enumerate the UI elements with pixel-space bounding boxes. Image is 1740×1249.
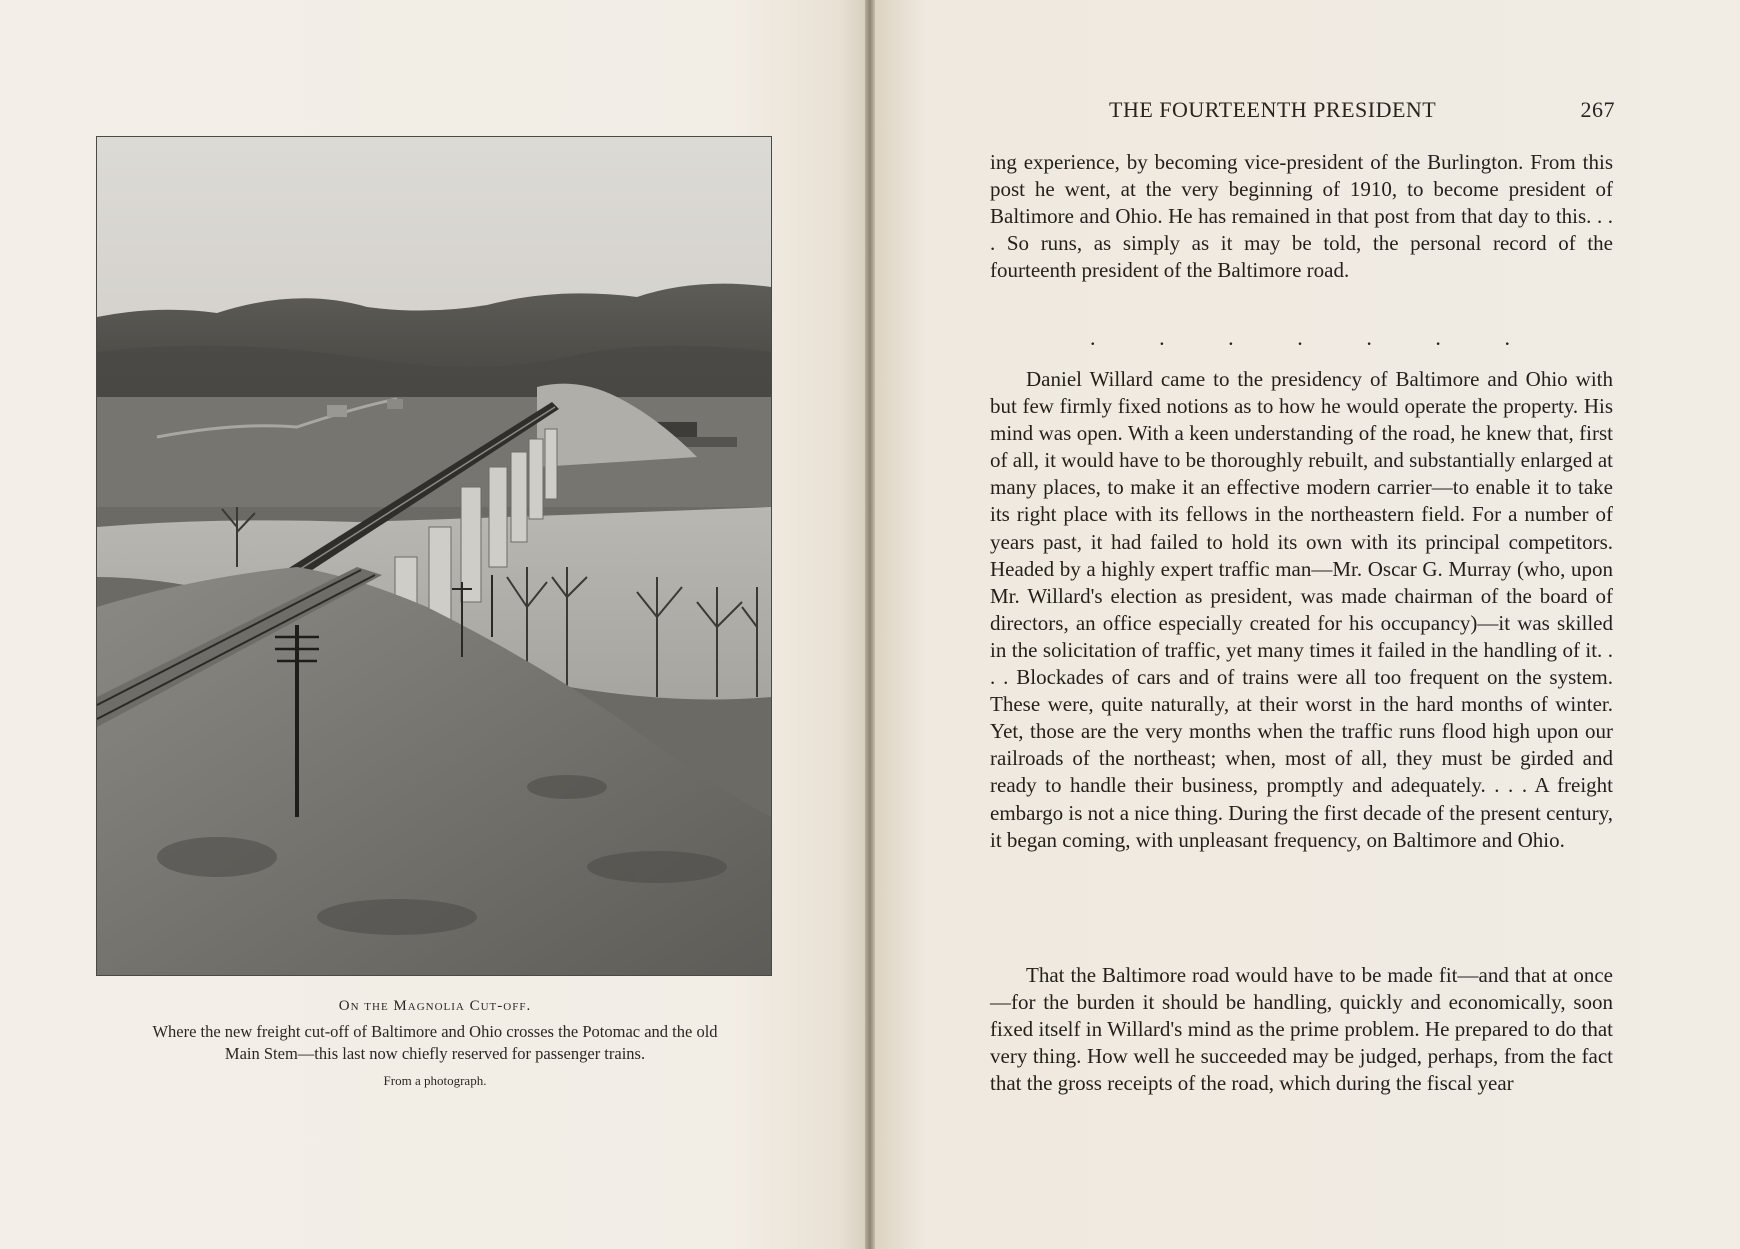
left-page xyxy=(0,0,865,1249)
section-break-dot: . xyxy=(1228,325,1234,350)
body-paragraph-3: That the Baltimore road would have to be made fit—and that at once—for the burden it should be handling, quickly and economically, soon fixed itself in Willard's mind as the prime problem. He prepared to do that very thing. How well he succeeded may be judged, perhaps, from the fact that the gross receipts of the road, which during the fiscal year xyxy=(990,963,1613,1096)
photo-credit: From a photograph. xyxy=(383,1073,487,1088)
running-head-title: THE FOURTEENTH PRESIDENT xyxy=(1109,97,1437,122)
section-break xyxy=(1090,325,1510,351)
photograph-icon xyxy=(97,137,771,975)
section-break-dot: . xyxy=(1435,325,1441,350)
photo-caption-title: On the Magnolia Cut-off. xyxy=(338,998,532,1014)
section-break-dot: . xyxy=(1159,325,1165,350)
book-gutter xyxy=(865,0,875,1249)
body-paragraph-1: ing experience, by becoming vice-president of the Burlington. From this post he went, at the very beginning of 1910, to become president of Baltimore and Ohio. He has remained in that post from that day to this. . . . So runs, as simply as it may be told, the personal record of the fourteenth president of the Baltimore road. xyxy=(990,150,1613,283)
section-break-dot: . xyxy=(1504,325,1510,350)
photo-caption-description xyxy=(80,1021,790,1065)
railway-viaduct-photograph xyxy=(97,137,771,975)
photo-caption-line-1: Where the new freight cut-off of Baltimore and Ohio crosses the Potomac and the old xyxy=(152,1022,718,1041)
section-break-dot: . xyxy=(1090,325,1096,350)
section-break-dot: . xyxy=(1366,325,1372,350)
photo-caption-line-2: Main Stem—this last now chiefly reserved for passenger trains. xyxy=(224,1044,646,1063)
page-number: 267 xyxy=(1580,97,1615,122)
section-break-dot: . xyxy=(1297,325,1303,350)
body-paragraph-2: Daniel Willard came to the presidency of Baltimore and Ohio with but few firmly fixed notions as to how he would operate the property. His mind was open. With a keen understanding of the road, he knew that, first of all, it would have to be thoroughly rebuilt, and substantially enlarged at many places, to make it an effective modern carrier—to enable it to take its right place with its fellows in the northeastern field. For a number of years past, it had failed to hold its own with its principal competitors. Headed by a highly expert traffic man—Mr. Oscar G. Murray (who, upon Mr. Willard's election as president, was made chairman of the board of directors, an office especially created for his occupancy)—it was skilled in the solicitation of traffic, yet many times it failed in the handling of it. . . . Blockades of cars and of trains were all too frequent on the system. These were, quite naturally, at their worst in the hard months of winter. Yet, those are the very months when the traffic runs flood high upon our railroads of the northeast; when, most of all, they must be girded and ready to handle their business, promptly and adequately. . . . A freight embargo is not a nice thing. During the first decade of the present century, it began coming, with unpleasant frequency, on Baltimore and Ohio. xyxy=(990,367,1613,852)
